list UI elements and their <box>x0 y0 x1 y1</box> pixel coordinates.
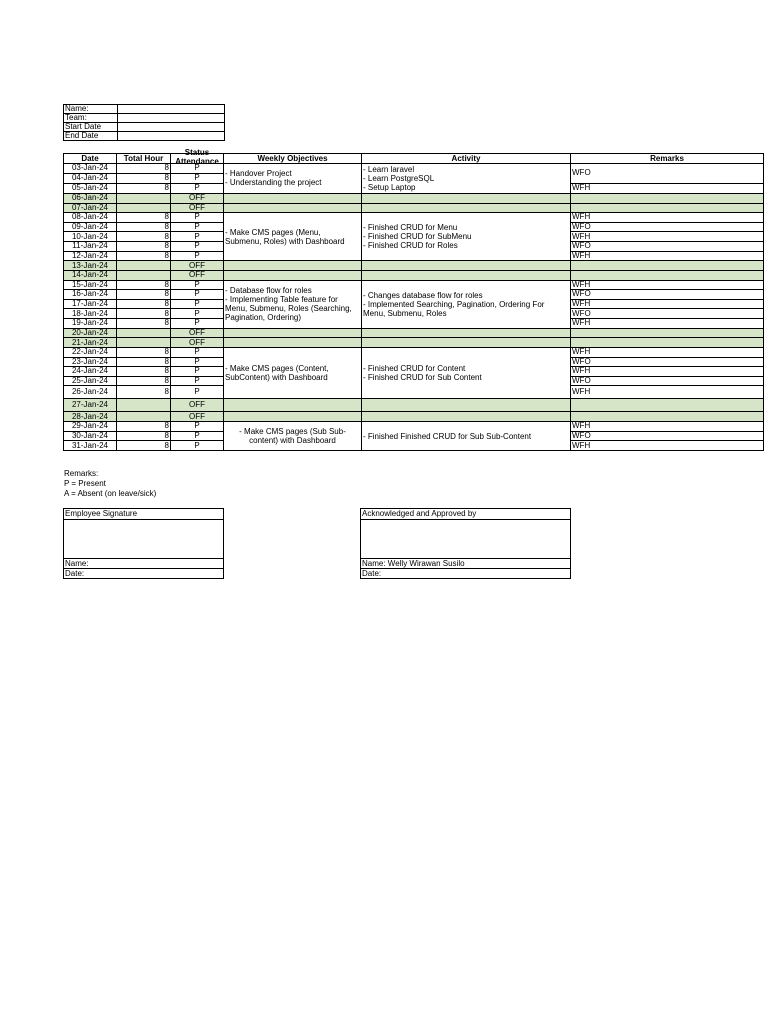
start-date-value <box>118 123 225 132</box>
employee-signature-box <box>63 508 224 579</box>
employee-signature-title: Employee Signature <box>64 509 223 520</box>
status-cell: P <box>171 347 224 357</box>
total-hour-cell: 8 <box>117 309 171 319</box>
total-hour-cell <box>117 261 171 271</box>
date-cell: 22-Jan-24 <box>64 347 117 357</box>
remarks-cell: WFO <box>571 290 764 300</box>
approver-name-field: Name: Welly Wirawan Susilo <box>362 559 465 568</box>
date-cell: 20-Jan-24 <box>64 328 117 338</box>
total-hour-cell: 8 <box>117 251 171 261</box>
attendance-table <box>63 148 764 451</box>
activity-line: - Finished CRUD for Roles <box>363 241 458 251</box>
activity-line: - Finished CRUD for Sub Content <box>363 373 482 383</box>
total-hour-cell: 8 <box>117 357 171 367</box>
objective-line: - Database flow for roles <box>225 286 312 296</box>
date-cell: 25-Jan-24 <box>64 376 117 386</box>
date-cell: 21-Jan-24 <box>64 338 117 348</box>
remarks-cell: WFO <box>571 222 764 232</box>
total-hour-header: Total Hour <box>117 154 171 164</box>
status-attendance-header <box>171 148 224 166</box>
date-cell: 13-Jan-24 <box>64 261 117 271</box>
date-cell: 07-Jan-24 <box>64 203 117 213</box>
objective-line: SubContent) with Dashboard <box>225 373 328 383</box>
date-cell: 30-Jan-24 <box>64 431 117 441</box>
remarks-cell: WFH <box>571 232 764 242</box>
objective-line: - Make CMS pages (Menu, <box>225 227 321 237</box>
activity-cell <box>362 270 571 280</box>
table-row <box>64 399 764 412</box>
date-cell: 06-Jan-24 <box>64 193 117 203</box>
date-cell: 09-Jan-24 <box>64 222 117 232</box>
date-cell: 29-Jan-24 <box>64 422 117 432</box>
remarks-legend <box>64 469 156 499</box>
remarks-cell: WFH <box>571 319 764 329</box>
activity-cell <box>362 399 571 412</box>
weekly-objectives-header: Weekly Objectives <box>224 154 362 164</box>
objective-line: Pagination, Ordering) <box>225 313 302 323</box>
activity-line: - Setup Laptop <box>363 182 416 192</box>
status-cell: P <box>171 299 224 309</box>
total-hour-cell: 8 <box>117 213 171 223</box>
status-header-line2: Attendance <box>175 157 219 166</box>
remarks-cell: WFH <box>571 347 764 357</box>
activity-line: - Changes database flow for roles <box>363 290 483 300</box>
status-cell: P <box>171 251 224 261</box>
activity-cell <box>362 193 571 203</box>
activity-cell <box>362 203 571 213</box>
date-cell: 24-Jan-24 <box>64 367 117 377</box>
weekly-objectives-cell <box>224 412 362 422</box>
date-cell: 17-Jan-24 <box>64 299 117 309</box>
status-cell: P <box>171 164 224 174</box>
date-cell: 26-Jan-24 <box>64 386 117 399</box>
activity-cell <box>362 213 571 261</box>
table-row <box>64 203 764 213</box>
table-row <box>64 270 764 280</box>
activity-cell <box>362 347 571 399</box>
table-row <box>64 280 764 290</box>
date-cell: 27-Jan-24 <box>64 399 117 412</box>
date-cell: 15-Jan-24 <box>64 280 117 290</box>
employee-signature-area[interactable] <box>64 520 223 559</box>
weekly-objectives-cell <box>224 213 362 261</box>
remarks-cell <box>571 193 764 203</box>
total-hour-cell: 8 <box>117 386 171 399</box>
employee-name-field: Name: <box>65 559 89 568</box>
remarks-cell <box>571 328 764 338</box>
employee-date-field: Date: <box>64 568 223 578</box>
activity-line: - Finished CRUD for Menu <box>363 223 458 233</box>
total-hour-cell: 8 <box>117 242 171 252</box>
activity-line: - Finished CRUD for Content <box>363 364 466 374</box>
total-hour-cell: 8 <box>117 173 171 183</box>
activity-cell <box>362 280 571 328</box>
date-cell: 03-Jan-24 <box>64 164 117 174</box>
total-hour-cell <box>117 328 171 338</box>
status-cell: OFF <box>171 328 224 338</box>
date-cell: 10-Jan-24 <box>64 232 117 242</box>
total-hour-cell: 8 <box>117 347 171 357</box>
status-cell: OFF <box>171 193 224 203</box>
status-cell: P <box>171 431 224 441</box>
table-row <box>64 347 764 357</box>
table-row <box>64 338 764 348</box>
status-cell: P <box>171 386 224 399</box>
table-row <box>64 422 764 432</box>
total-hour-cell: 8 <box>117 367 171 377</box>
activity-cell <box>362 328 571 338</box>
remarks-cell: WFH <box>571 422 764 432</box>
objective-line: - Make CMS pages (Content, <box>225 364 329 374</box>
remarks-cell: WFH <box>571 251 764 261</box>
name-value <box>118 105 225 114</box>
remarks-cell: WFO <box>571 431 764 441</box>
date-cell: 28-Jan-24 <box>64 412 117 422</box>
status-cell: P <box>171 376 224 386</box>
weekly-objectives-cell <box>224 203 362 213</box>
approver-date-field: Date: <box>361 568 570 578</box>
date-cell: 08-Jan-24 <box>64 213 117 223</box>
weekly-objectives-cell <box>224 422 362 451</box>
table-row <box>64 193 764 203</box>
total-hour-cell: 8 <box>117 222 171 232</box>
remarks-cell: WFO <box>571 357 764 367</box>
objective-line: - Implementing Table feature for <box>225 295 338 305</box>
date-cell: 04-Jan-24 <box>64 173 117 183</box>
date-cell: 16-Jan-24 <box>64 290 117 300</box>
objective-line: Menu, Submenu, Roles (Searching, <box>225 304 352 314</box>
remarks-cell <box>571 261 764 271</box>
total-hour-cell: 8 <box>117 280 171 290</box>
total-hour-cell <box>117 193 171 203</box>
remarks-cell: WFO <box>571 376 764 386</box>
activity-line: - Learn PostgreSQL <box>363 173 435 183</box>
total-hour-cell: 8 <box>117 319 171 329</box>
status-cell: P <box>171 280 224 290</box>
remarks-cell <box>571 270 764 280</box>
remarks-cell <box>571 203 764 213</box>
weekly-objectives-cell <box>224 399 362 412</box>
status-cell: OFF <box>171 399 224 412</box>
weekly-objectives-cell <box>224 261 362 271</box>
legend-title: Remarks: <box>64 469 99 478</box>
status-cell: OFF <box>171 412 224 422</box>
total-hour-cell: 8 <box>117 422 171 432</box>
objective-line: - Make CMS pages (Sub Sub- <box>239 427 346 437</box>
team-label: Team: <box>64 114 118 123</box>
objective-line: Submenu, Roles) with Dashboard <box>225 236 345 246</box>
total-hour-cell <box>117 270 171 280</box>
total-hour-cell: 8 <box>117 376 171 386</box>
status-cell: P <box>171 422 224 432</box>
weekly-objectives-cell <box>224 193 362 203</box>
legend-present: P = Present <box>64 479 106 488</box>
total-hour-cell <box>117 338 171 348</box>
remarks-cell: WFO <box>571 242 764 252</box>
date-cell: 05-Jan-24 <box>64 183 117 193</box>
date-cell: 18-Jan-24 <box>64 309 117 319</box>
activity-line: - Finished CRUD for SubMenu <box>363 232 472 242</box>
total-hour-cell: 8 <box>117 290 171 300</box>
date-cell: 31-Jan-24 <box>64 441 117 451</box>
activity-line: - Finished Finished CRUD for Sub Sub-Content <box>363 431 532 441</box>
end-date-value <box>118 132 225 141</box>
objective-line: content) with Dashboard <box>249 436 336 446</box>
weekly-objectives-cell <box>224 280 362 328</box>
remarks-cell: WFH <box>571 183 764 193</box>
total-hour-cell <box>117 203 171 213</box>
table-row <box>64 261 764 271</box>
objective-line: - Handover Project <box>225 169 292 179</box>
remarks-cell: WFH <box>571 386 764 399</box>
remarks-cell: WFH <box>571 441 764 451</box>
start-date-label: Start Date <box>64 123 118 132</box>
total-hour-cell: 8 <box>117 232 171 242</box>
status-cell: P <box>171 213 224 223</box>
status-cell: P <box>171 183 224 193</box>
status-cell: P <box>171 173 224 183</box>
total-hour-cell <box>117 399 171 412</box>
remarks-cell <box>571 412 764 422</box>
weekly-objectives-cell <box>224 270 362 280</box>
total-hour-cell: 8 <box>117 164 171 174</box>
status-cell: P <box>171 222 224 232</box>
date-header: Date <box>64 154 117 164</box>
status-cell: P <box>171 242 224 252</box>
total-hour-cell: 8 <box>117 431 171 441</box>
activity-line: - Implemented Searching, Pagination, Ordering For <box>363 299 545 309</box>
total-hour-cell: 8 <box>117 441 171 451</box>
remarks-cell <box>571 399 764 412</box>
remarks-header: Remarks <box>571 154 764 164</box>
date-cell: 14-Jan-24 <box>64 270 117 280</box>
approver-signature-area[interactable] <box>361 520 570 559</box>
remarks-cell: WFO <box>571 309 764 319</box>
activity-line: - Learn laravel <box>363 164 415 174</box>
weekly-objectives-cell <box>224 164 362 194</box>
total-hour-cell: 8 <box>117 299 171 309</box>
table-row <box>64 328 764 338</box>
table-row <box>64 213 764 223</box>
activity-header: Activity <box>362 154 571 164</box>
status-cell: OFF <box>171 338 224 348</box>
activity-line: Menu, Submenu, Roles <box>363 308 447 318</box>
activity-cell <box>362 338 571 348</box>
status-cell: OFF <box>171 261 224 271</box>
remarks-cell: WFO <box>571 164 764 184</box>
approval-signature-box <box>360 508 571 579</box>
status-cell: P <box>171 367 224 377</box>
weekly-objectives-cell <box>224 338 362 348</box>
date-cell: 19-Jan-24 <box>64 319 117 329</box>
status-cell: P <box>171 290 224 300</box>
end-date-label: End Date <box>64 132 118 141</box>
legend-absent: A = Absent (on leave/sick) <box>64 489 157 498</box>
activity-cell <box>362 412 571 422</box>
date-cell: 12-Jan-24 <box>64 251 117 261</box>
status-header-line1: Status <box>184 148 210 157</box>
table-header-row <box>64 154 764 164</box>
approval-title: Acknowledged and Approved by <box>361 509 570 520</box>
status-cell: P <box>171 309 224 319</box>
employee-info-table <box>63 104 225 141</box>
date-cell: 23-Jan-24 <box>64 357 117 367</box>
total-hour-cell <box>117 412 171 422</box>
remarks-cell: WFH <box>571 367 764 377</box>
activity-cell <box>362 164 571 194</box>
objective-line: - Understanding the project <box>225 178 322 188</box>
team-value <box>118 114 225 123</box>
table-row <box>64 164 764 174</box>
remarks-cell: WFH <box>571 280 764 290</box>
status-cell: OFF <box>171 203 224 213</box>
attendance-body <box>64 164 764 451</box>
status-cell: P <box>171 319 224 329</box>
remarks-cell: WFH <box>571 213 764 223</box>
total-hour-cell: 8 <box>117 183 171 193</box>
status-cell: P <box>171 357 224 367</box>
weekly-objectives-cell <box>224 328 362 338</box>
table-row <box>64 412 764 422</box>
date-cell: 11-Jan-24 <box>64 242 117 252</box>
status-cell: P <box>171 232 224 242</box>
activity-cell <box>362 261 571 271</box>
name-label: Name: <box>64 105 118 114</box>
remarks-cell <box>571 338 764 348</box>
weekly-objectives-cell <box>224 347 362 399</box>
activity-cell <box>362 422 571 451</box>
status-cell: P <box>171 441 224 451</box>
remarks-cell: WFH <box>571 299 764 309</box>
status-cell: OFF <box>171 270 224 280</box>
